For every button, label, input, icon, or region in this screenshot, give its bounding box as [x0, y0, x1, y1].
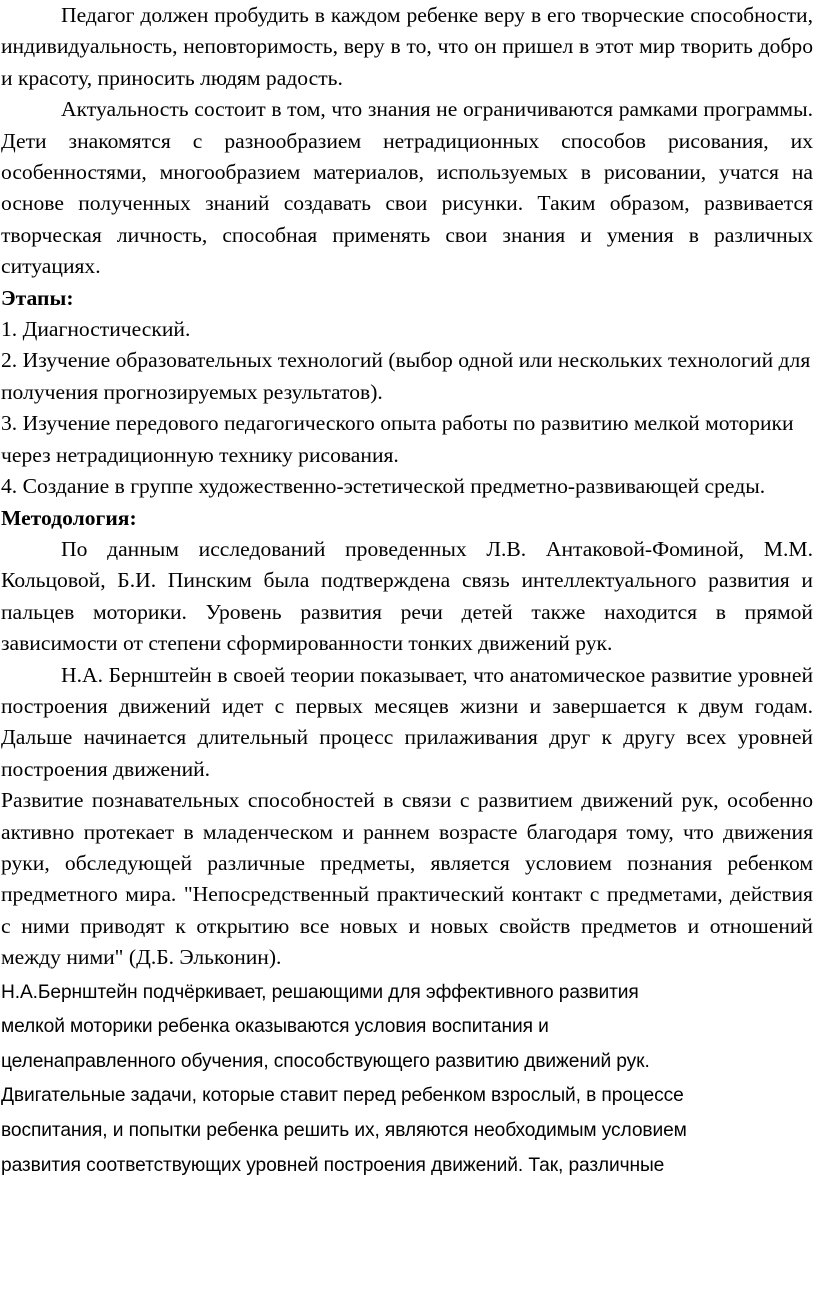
- sans-line: мелкой моторики ребенка оказываются условия воспитания и: [1, 1016, 549, 1038]
- sans-line: воспитания, и попытки ребенка решить их, являются необходимым условием: [1, 1119, 687, 1141]
- intro-paragraph: Педагог должен пробудить в каждом ребенке веру в его творческие способности, индивидуальность, неповторимость, веру в то, что он пришел в этот мир творить добро и красоту, приносить людям радость.: [1, 3, 813, 90]
- sans-line: развития соответствующих уровней построения движений. Так, различные: [1, 1154, 665, 1176]
- sans-text-block: [1, 976, 813, 1184]
- stage-item-2: 2. Изучение образовательных технологий (выбор одной или нескольких технологий для получения прогнозируемых результатов).: [1, 348, 811, 404]
- serif-text-block: [1, 0, 813, 974]
- sans-line: Двигательные задачи, которые ставит перед ребенком взрослый, в процессе: [1, 1085, 684, 1107]
- stage-item-4: 4. Создание в группе художественно-эстетической предметно-развивающей среды.: [1, 474, 766, 499]
- methodology-paragraph-3: Развитие познавательных способностей в связи с развитием движений рук, особенно активно протекает в младенческом и раннем возрасте благодаря тому, что движения руки, обследующей различные предметы, является условием познания ребенком предметного мира. "Непосредственный практический контакт с предметами, действия с ними приводят к открытию все новых и новых свойств предметов и отношений между ними" (Д.Б. Эльконин).: [1, 788, 813, 970]
- methodology-paragraph-2: Н.А. Бернштейн в своей теории показывает, что анатомическое развитие уровней построения движений идет с первых месяцев жизни и завершается к двум годам. Дальше начинается длительный процесс прилаживания друг к другу всех уровней построения движений.: [1, 662, 813, 781]
- stage-item-1: 1. Диагностический.: [1, 317, 191, 342]
- relevance-paragraph: Актуальность состоит в том, что знания не ограничиваются рамками программы. Дети знакомятся с разнообразием нетрадиционных способов рисования, их особенностями, многообразием материалов, используемых в рисовании, учатся на основе полученных знаний создавать свои рисунки. Таким образом, развивается творческая личность, способная применять свои знания и умения в различных ситуациях.: [1, 97, 813, 279]
- sans-line: целенаправленного обучения, способствующего развитию движений рук.: [1, 1050, 650, 1072]
- methodology-heading: Методология:: [1, 505, 137, 530]
- stages-heading: Этапы:: [1, 285, 74, 310]
- sans-line: Н.А.Бернштейн подчёркивает, решающими для эффективного развития: [1, 981, 639, 1003]
- stage-item-3: 3. Изучение передового педагогического опыта работы по развитию мелкой моторики через нетрадиционную технику рисования.: [1, 411, 794, 467]
- methodology-paragraph-1: По данным исследований проведенных Л.В. Антаковой-Фоминой, М.М. Кольцовой, Б.И. Пинским была подтверждена связь интеллектуального развития и пальцев моторики. Уровень развития речи детей также находится в прямой зависимости от степени сформированности тонких движений рук.: [1, 536, 813, 656]
